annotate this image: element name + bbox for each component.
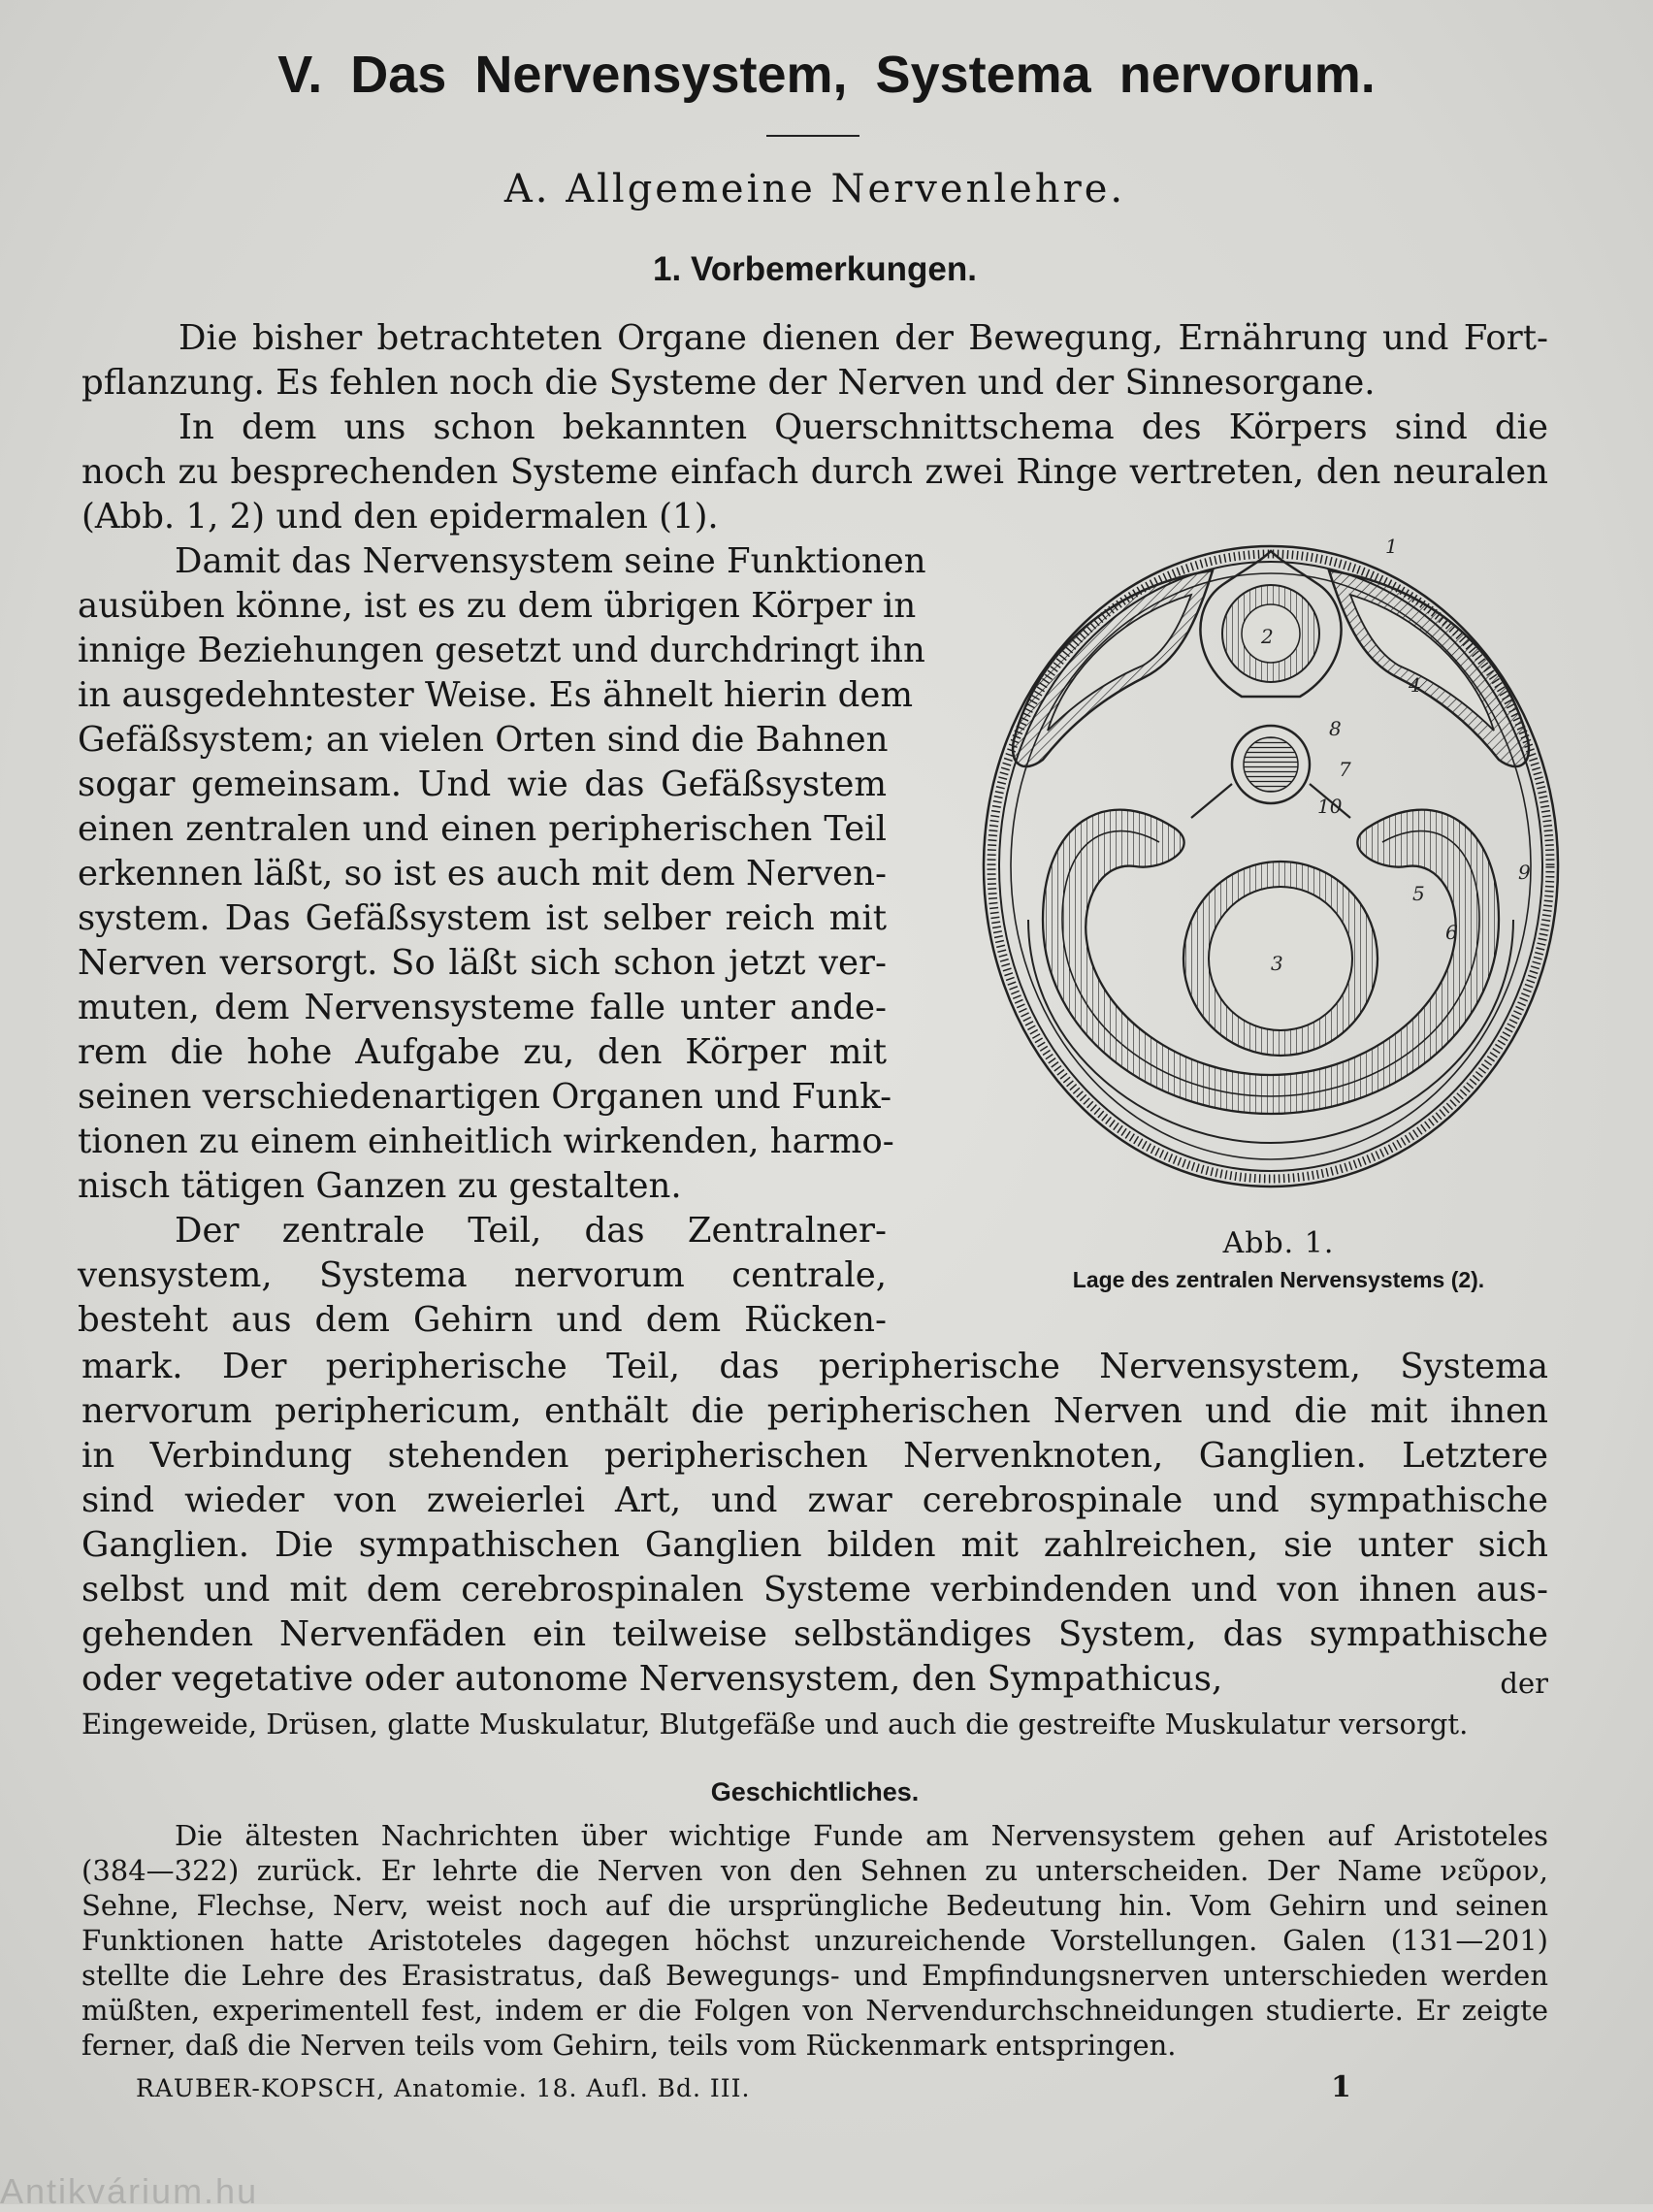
continuation-paragraph xyxy=(81,1345,1548,1746)
figure-number-10: 10 xyxy=(1317,795,1343,818)
figure-number-2: 2 xyxy=(1261,625,1274,648)
text-line: Funktionen hatte Aristoteles dagegen höchst unzureichende Vorstellungen. Galen (131—201) xyxy=(81,1924,1548,1957)
text-line: Sehne, Flechse, Nerv, weist noch auf die ursprüngliche Bedeutung hin. Vom Gehirn und seinen xyxy=(81,1889,1548,1922)
text-line: tionen zu einem einheitlich wirkenden, harmo- xyxy=(78,1122,894,1161)
text-line: system. Das Gefäßsystem ist selber reich mit xyxy=(78,898,887,938)
page-number: 1 xyxy=(1331,2070,1351,2104)
text-line: Die bisher betrachteten Organe dienen der Bewegung, Ernährung und Fort- xyxy=(178,318,1548,358)
text-line: mark. Der peripherische Teil, das peripherische Nervensystem, Systema xyxy=(81,1347,1548,1386)
text-line: einen zentralen und einen peripherischen Teil xyxy=(78,809,887,849)
history-heading: Geschichtliches. xyxy=(710,1777,920,1806)
part-subtitle: A. Allgemeine Nervenlehre. xyxy=(503,167,1126,211)
figure-number-5: 5 xyxy=(1412,882,1425,905)
text-line: besteht aus dem Gehirn und dem Rücken- xyxy=(78,1300,887,1340)
text-line: sind wieder von zweierlei Art, und zwar cerebrospinale und sympathische xyxy=(81,1480,1548,1520)
text-line: sogar gemeinsam. Und wie das Gefäßsystem xyxy=(78,764,887,804)
cross-section-figure xyxy=(970,532,1572,1201)
text-line: nisch tätigen Ganzen zu gestalten. xyxy=(78,1166,682,1206)
text-line: stellte die Lehre des Erasistratus, daß Bewegungs- und Empfindungsnerven unterschieden werden xyxy=(81,1959,1548,1992)
figure-number-4: 4 xyxy=(1409,673,1421,697)
text-line xyxy=(81,1657,1548,1702)
text-line: ferner, daß die Nerven teils vom Gehirn, teils vom Rückenmark entspringen. xyxy=(81,2029,1177,2062)
text-line: innige Beziehungen gesetzt und durchdringt ihn xyxy=(78,631,925,670)
text-line: gehenden Nervenfäden ein teilweise selbständiges System, das sympathische xyxy=(81,1614,1548,1654)
figure-number-3: 3 xyxy=(1271,952,1283,975)
chapter-title: V. Das Nervensystem, Systema nervorum. xyxy=(277,46,1376,104)
figure-label: Abb. 1. xyxy=(1222,1226,1335,1260)
text-line: pflanzung. Es fehlen noch die Systeme der Nerven und der Sinnesorgane. xyxy=(81,363,1376,403)
intro-paragraph xyxy=(81,316,1548,539)
column-paragraph xyxy=(78,539,926,1343)
history-paragraph xyxy=(81,1818,1548,2063)
text-line: noch zu besprechenden Systeme einfach durch zwei Ringe vertreten, den neuralen xyxy=(81,452,1548,492)
text-line: nervorum periphericum, enthält die peripherischen Nerven und die mit ihnen xyxy=(81,1391,1548,1431)
text-line: Gefäßsystem; an vielen Orten sind die Bahnen xyxy=(78,720,889,760)
figure-number-6: 6 xyxy=(1445,921,1458,944)
figure-number-8: 8 xyxy=(1329,717,1342,740)
section-heading: 1. Vorbemerkungen. xyxy=(653,250,977,288)
text-line: Die ältesten Nachrichten über wichtige Funde am Nervensystem gehen auf Aristoteles xyxy=(175,1819,1548,1852)
text-line: in Verbindung stehenden peripherischen Nervenknoten, Ganglien. Letztere xyxy=(81,1436,1548,1476)
text-line: erkennen läßt, so ist es auch mit dem Nerven- xyxy=(78,854,887,894)
text-line: Eingeweide, Drüsen, glatte Muskulatur, Blutgefäße und auch die gestreifte Muskulatur versorgt. xyxy=(81,1708,1469,1740)
text-line: seinen verschiedenartigen Organen und Funk- xyxy=(78,1077,892,1117)
figure-number-7: 7 xyxy=(1339,758,1351,781)
text-line: Der zentrale Teil, das Zentralner- xyxy=(175,1211,887,1251)
text-line-main: oder vegetative oder autonome Nervensystem, den Sympathicus, xyxy=(81,1659,1223,1699)
text-line: rem die hohe Aufgabe zu, den Körper mit xyxy=(78,1032,887,1072)
text-line: ausüben könne, ist es zu dem übrigen Körper in xyxy=(78,586,917,626)
title-rule xyxy=(766,135,859,137)
text-line: In dem uns schon bekannten Querschnittschema des Körpers sind die xyxy=(178,407,1548,447)
running-footer: RAUBER-KOPSCH, Anatomie. 18. Aufl. Bd. III. xyxy=(136,2074,751,2102)
text-line: selbst und mit dem cerebrospinalen Systeme verbindenden und von ihnen aus- xyxy=(81,1570,1548,1610)
text-line: müßten, experimentell fest, indem er die Folgen von Nervendurchschneidungen studierte. Er zeigte xyxy=(81,1994,1548,2027)
text-line: in ausgedehntester Weise. Es ähnelt hierin dem xyxy=(78,675,914,715)
watermark-text: Antikvárium.hu xyxy=(0,2171,259,2211)
text-line: vensystem, Systema nervorum centrale, xyxy=(78,1255,887,1295)
text-line: Ganglien. Die sympathischen Ganglien bilden mit zahlreichen, sie unter sich xyxy=(81,1525,1548,1565)
text-line: Damit das Nervensystem seine Funktionen xyxy=(175,541,926,581)
text-line: Nerven versorgt. So läßt sich schon jetzt ver- xyxy=(78,943,887,983)
text-line: (384—322) zurück. Er lehrte die Nerven von den Sehnen zu unterscheiden. Der Name νεῦρον, xyxy=(81,1854,1548,1887)
text-line-tail: der xyxy=(1500,1667,1548,1700)
text-line: muten, dem Nervensysteme falle unter ande- xyxy=(78,988,887,1027)
figure-caption: Lage des zentralen Nervensystems (2). xyxy=(1072,1267,1485,1292)
text-line: (Abb. 1, 2) und den epidermalen (1). xyxy=(81,497,719,537)
figure-number-1: 1 xyxy=(1385,535,1398,558)
figure-number-9: 9 xyxy=(1518,861,1531,884)
